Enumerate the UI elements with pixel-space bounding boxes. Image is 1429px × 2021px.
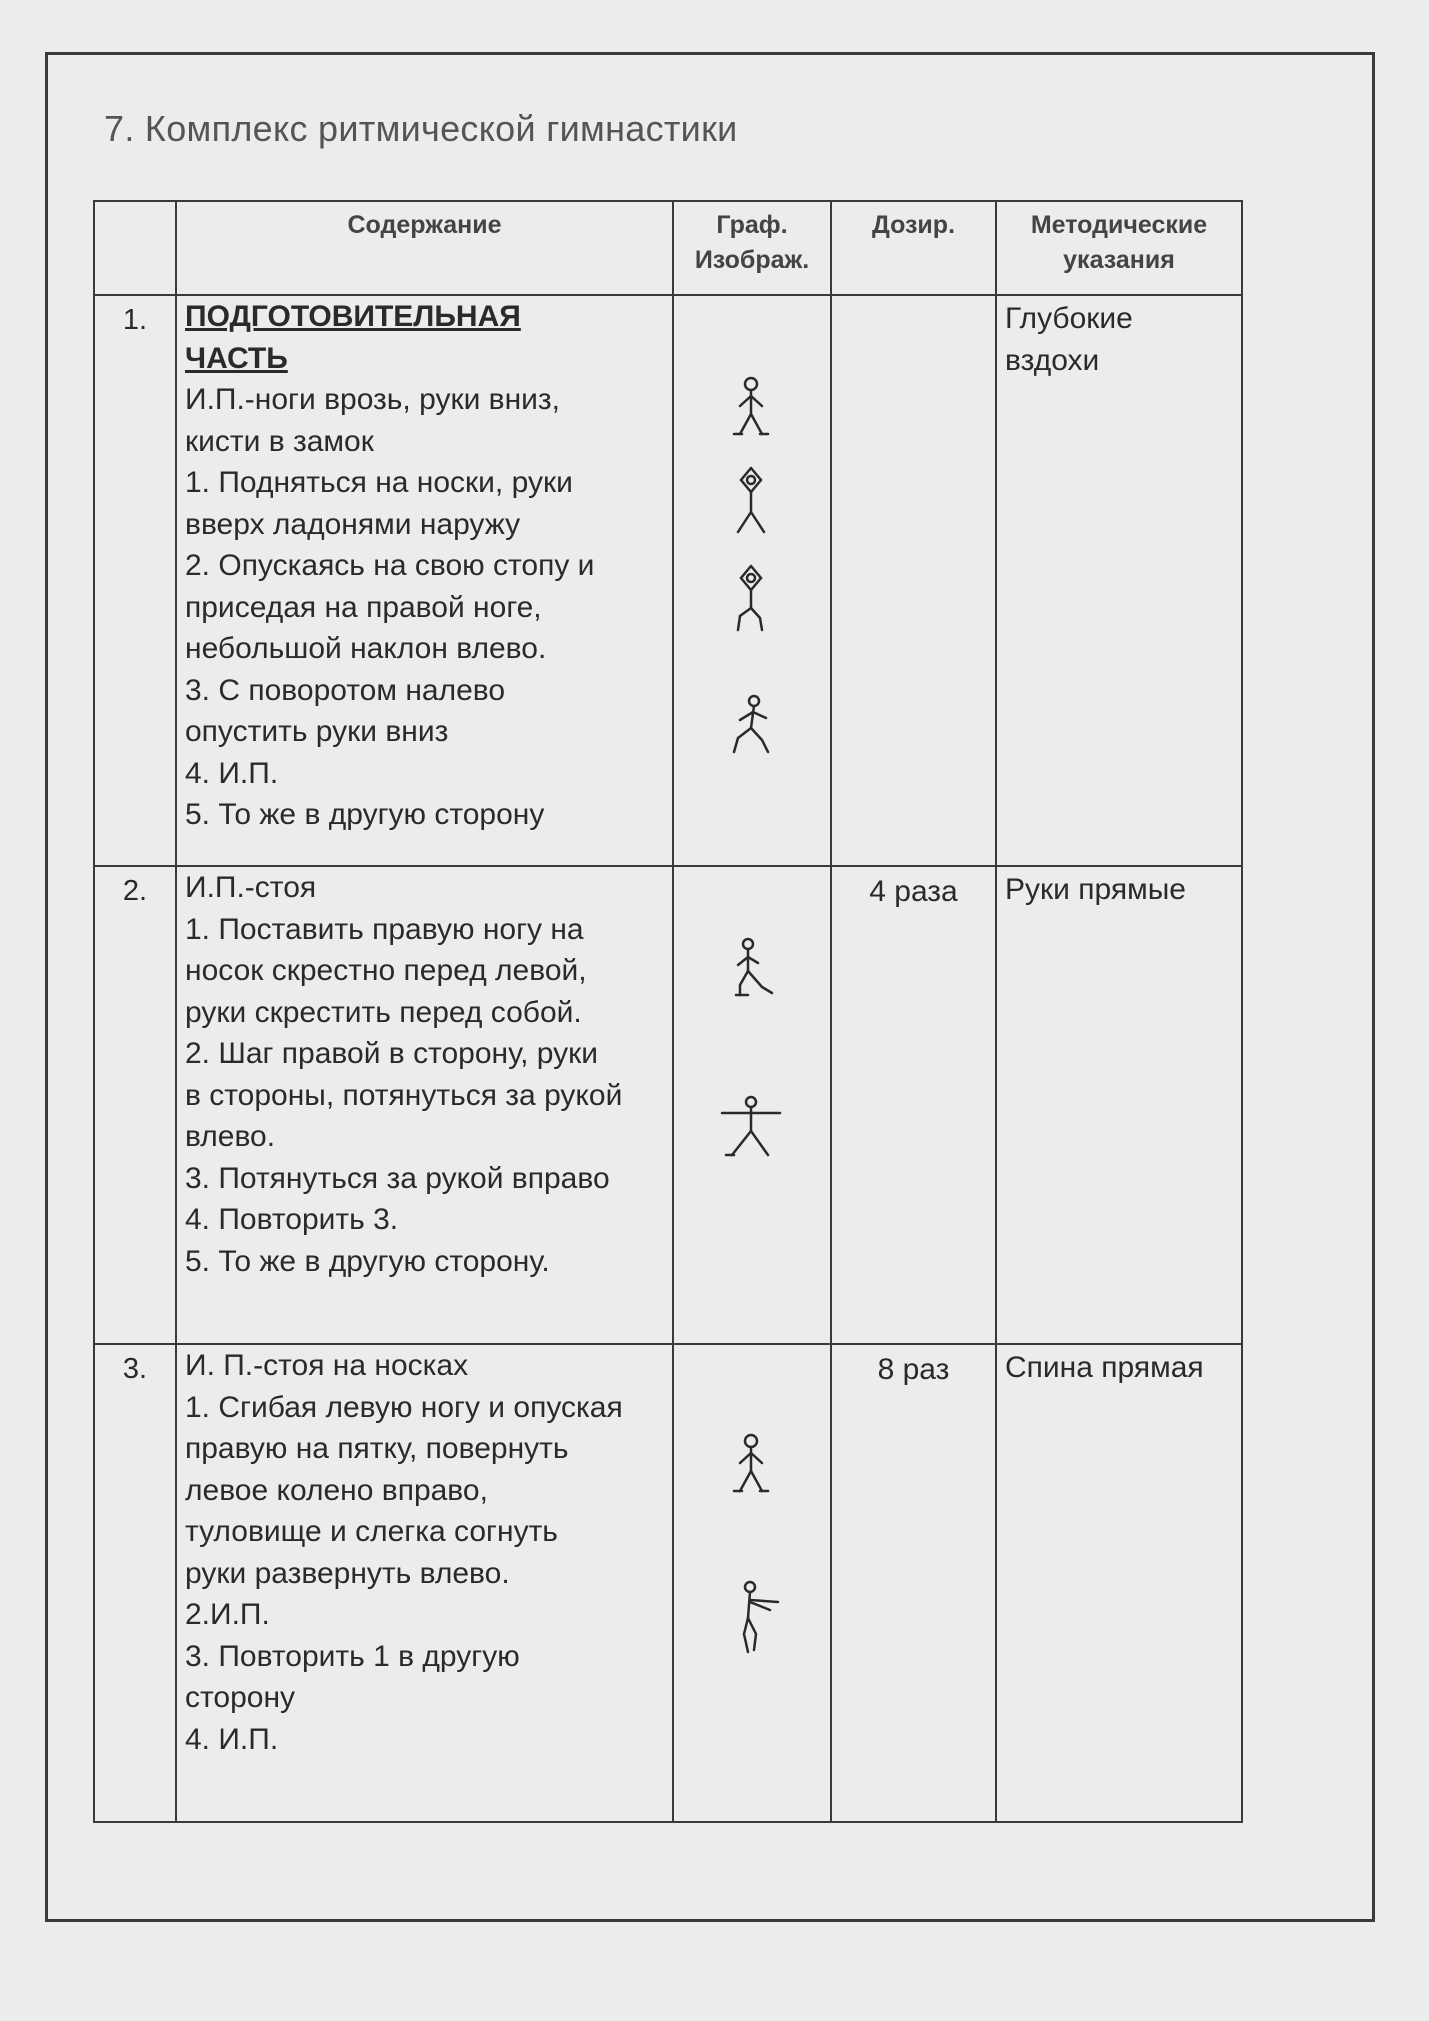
row-notes [996, 866, 1242, 1344]
figure-cell [673, 1344, 831, 1822]
figure-cell [673, 866, 831, 1344]
row-notes [996, 295, 1242, 866]
stick-figure-squat-arms-up-icon [724, 564, 778, 634]
notes-line: Глубокие [1005, 302, 1133, 335]
notes-line: Руки прямые [1005, 873, 1186, 906]
content-line: левое колено вправо, [185, 1473, 488, 1507]
content-line: приседая на правой ноге, [185, 590, 542, 624]
content-line: 4. И.П. [185, 756, 279, 790]
row-number: 2. [94, 866, 176, 1344]
table-row [94, 866, 1242, 1344]
row-dose [831, 295, 996, 866]
content-line: кисти в замок [185, 424, 374, 458]
table-header-row [94, 201, 1242, 295]
header-notes-line: Методические [1030, 211, 1208, 239]
section-heading: ПОДГОТОВИТЕЛЬНАЯ [185, 300, 521, 333]
content-line: 5. То же в другую сторону. [185, 1244, 550, 1278]
content-line: носок скрестно перед левой, [185, 954, 587, 987]
content-line: 4. И.П. [185, 1722, 279, 1756]
content-line: небольшой наклон влево. [185, 632, 547, 665]
header-notes-line: указания [1063, 246, 1175, 274]
content-line: 2.И.П. [185, 1598, 270, 1631]
content-line: 2. Шаг правой в сторону, руки [185, 1037, 598, 1070]
stick-figure-standing-icon [726, 376, 776, 438]
header-content: Содержание [176, 201, 673, 295]
content-line: 1. Подняться на носки, руки [185, 466, 573, 499]
content-line: И. П.-стоя на носках [185, 1349, 469, 1382]
stick-figure-standing-icon [726, 1433, 776, 1495]
row-number: 3. [94, 1344, 176, 1822]
content-line: 3. Потянуться за рукой вправо [185, 1161, 610, 1195]
content-line: 1. Сгибая левую ногу и опуская [185, 1390, 623, 1424]
notes-line: вздохи [1005, 344, 1100, 377]
content-line: вверх ладонями наружу [185, 507, 521, 541]
row-number: 1. [94, 295, 176, 866]
figure-cell [673, 295, 831, 866]
content-line: руки скрестить перед собой. [185, 995, 582, 1029]
header-figure [673, 201, 831, 295]
row-notes [996, 1344, 1242, 1822]
header-figure-line: Изображ. [694, 246, 810, 274]
stick-figure-turn-icon [724, 694, 778, 756]
row-content [176, 1344, 673, 1822]
header-num [94, 201, 176, 295]
row-content [176, 295, 673, 866]
stick-figure-arms-side-icon [716, 1095, 786, 1161]
content-line: опустить руки вниз [185, 715, 449, 748]
row-dose: 4 раза [831, 866, 996, 1344]
header-notes [996, 201, 1242, 295]
table-row [94, 1344, 1242, 1822]
notes-line: Спина прямая [1005, 1351, 1204, 1384]
content-line: туловище и слегка согнуть [185, 1515, 558, 1548]
content-line: руки развернуть влево. [185, 1556, 510, 1590]
content-line: сторону [185, 1681, 296, 1714]
content-line: 2. Опускаясь на свою стопу и [185, 549, 595, 582]
header-figure-line: Граф. [716, 211, 788, 239]
content-line: 3. С поворотом налево [185, 673, 506, 707]
table-row [94, 295, 1242, 866]
exercise-table [93, 200, 1243, 1823]
section-heading: ЧАСТЬ [185, 341, 288, 375]
row-content [176, 866, 673, 1344]
stick-figure-arms-up-icon [724, 466, 778, 536]
stick-figure-twist-icon [726, 1580, 784, 1656]
content-line: 4. Повторить 3. [185, 1203, 399, 1236]
header-dose: Дозир. [831, 201, 996, 295]
content-line: влево. [185, 1120, 276, 1153]
content-line: 3. Повторить 1 в другую [185, 1639, 520, 1673]
content-line: в стороны, потянуться за рукой [185, 1078, 623, 1112]
content-line: правую на пятку, повернуть [185, 1432, 569, 1465]
row-dose: 8 раз [831, 1344, 996, 1822]
content-line: И.П.-стоя [185, 871, 317, 904]
stick-figure-cross-step-icon [726, 937, 780, 999]
content-line: 5. То же в другую сторону [185, 798, 545, 831]
content-line: И.П.-ноги врозь, руки вниз, [185, 383, 561, 416]
page-title: 7. Комплекс ритмической гимнастики [104, 108, 738, 149]
content-line: 1. Поставить правую ногу на [185, 912, 584, 946]
